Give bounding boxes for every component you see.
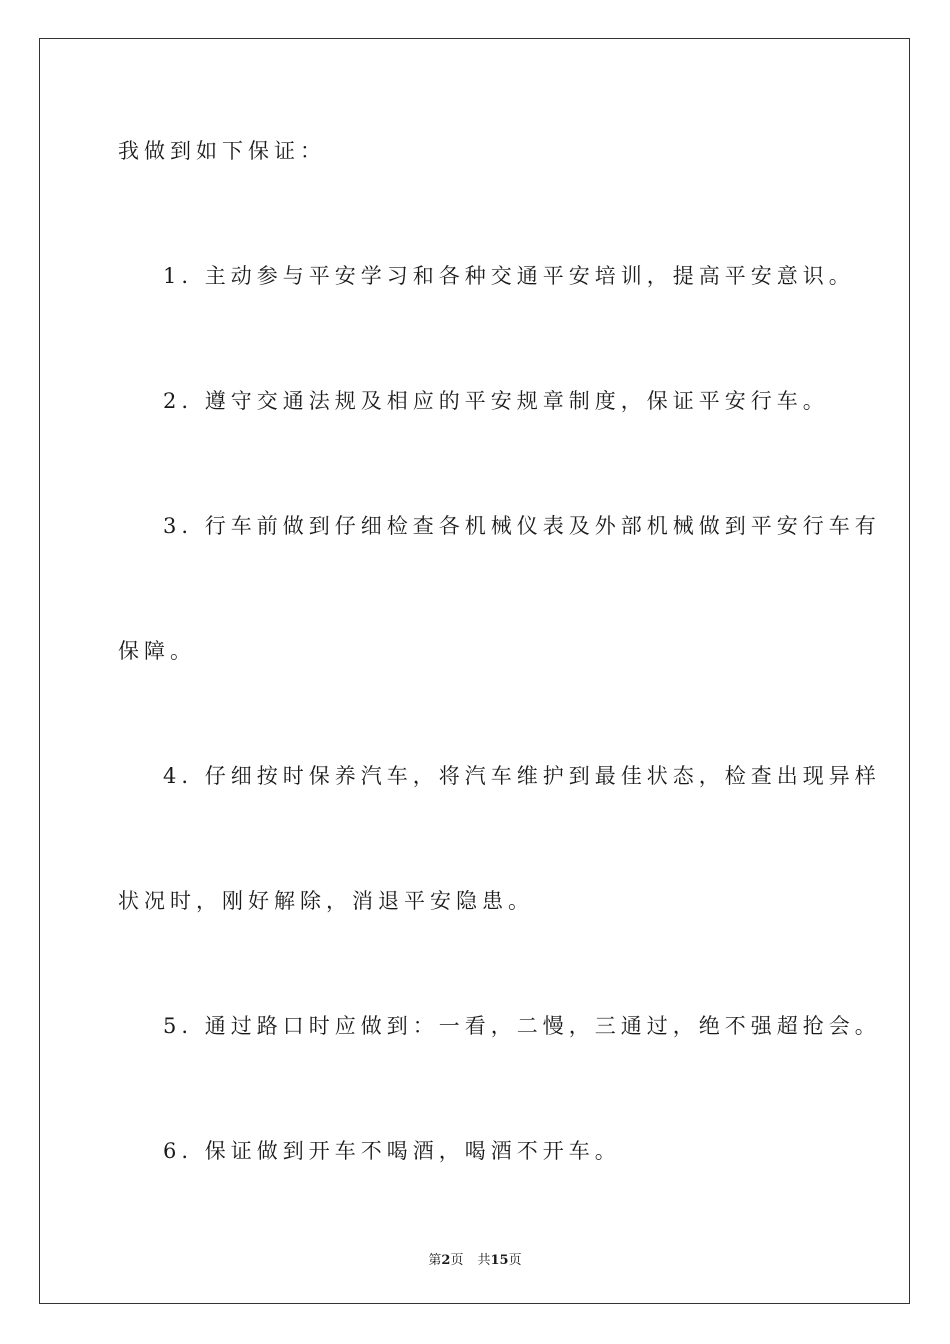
total-suffix: 页: [508, 1253, 522, 1268]
list-item-continuation: 保障。: [118, 639, 196, 663]
list-item: 1. 主动参与平安学习和各种交通平安培训，提高平安意识。: [163, 264, 855, 288]
list-item: 2. 遵守交通法规及相应的平安规章制度，保证平安行车。: [163, 389, 829, 413]
page-total: 15: [490, 1253, 509, 1268]
list-item: 5. 通过路口时应做到：一看，二慢，三通过，绝不强超抢会。: [163, 1014, 881, 1038]
page-footer: [0, 1249, 950, 1268]
list-item: 4. 仔细按时保养汽车，将汽车维护到最佳状态，检查出现异样: [163, 764, 881, 788]
page-frame: [39, 38, 910, 1304]
list-item: 6. 保证做到开车不喝酒，喝酒不开车。: [163, 1139, 621, 1163]
page-suffix: 页: [450, 1253, 464, 1268]
list-item: 3. 行车前做到仔细检查各机械仪表及外部机械做到平安行车有: [163, 514, 881, 538]
page-current: 2: [441, 1253, 451, 1268]
total-prefix: 共: [477, 1253, 491, 1268]
list-item-continuation: 状况时，刚好解除，消退平安隐患。: [118, 889, 534, 913]
intro-text: 我做到如下保证：: [118, 139, 326, 163]
page-prefix: 第: [428, 1253, 442, 1268]
